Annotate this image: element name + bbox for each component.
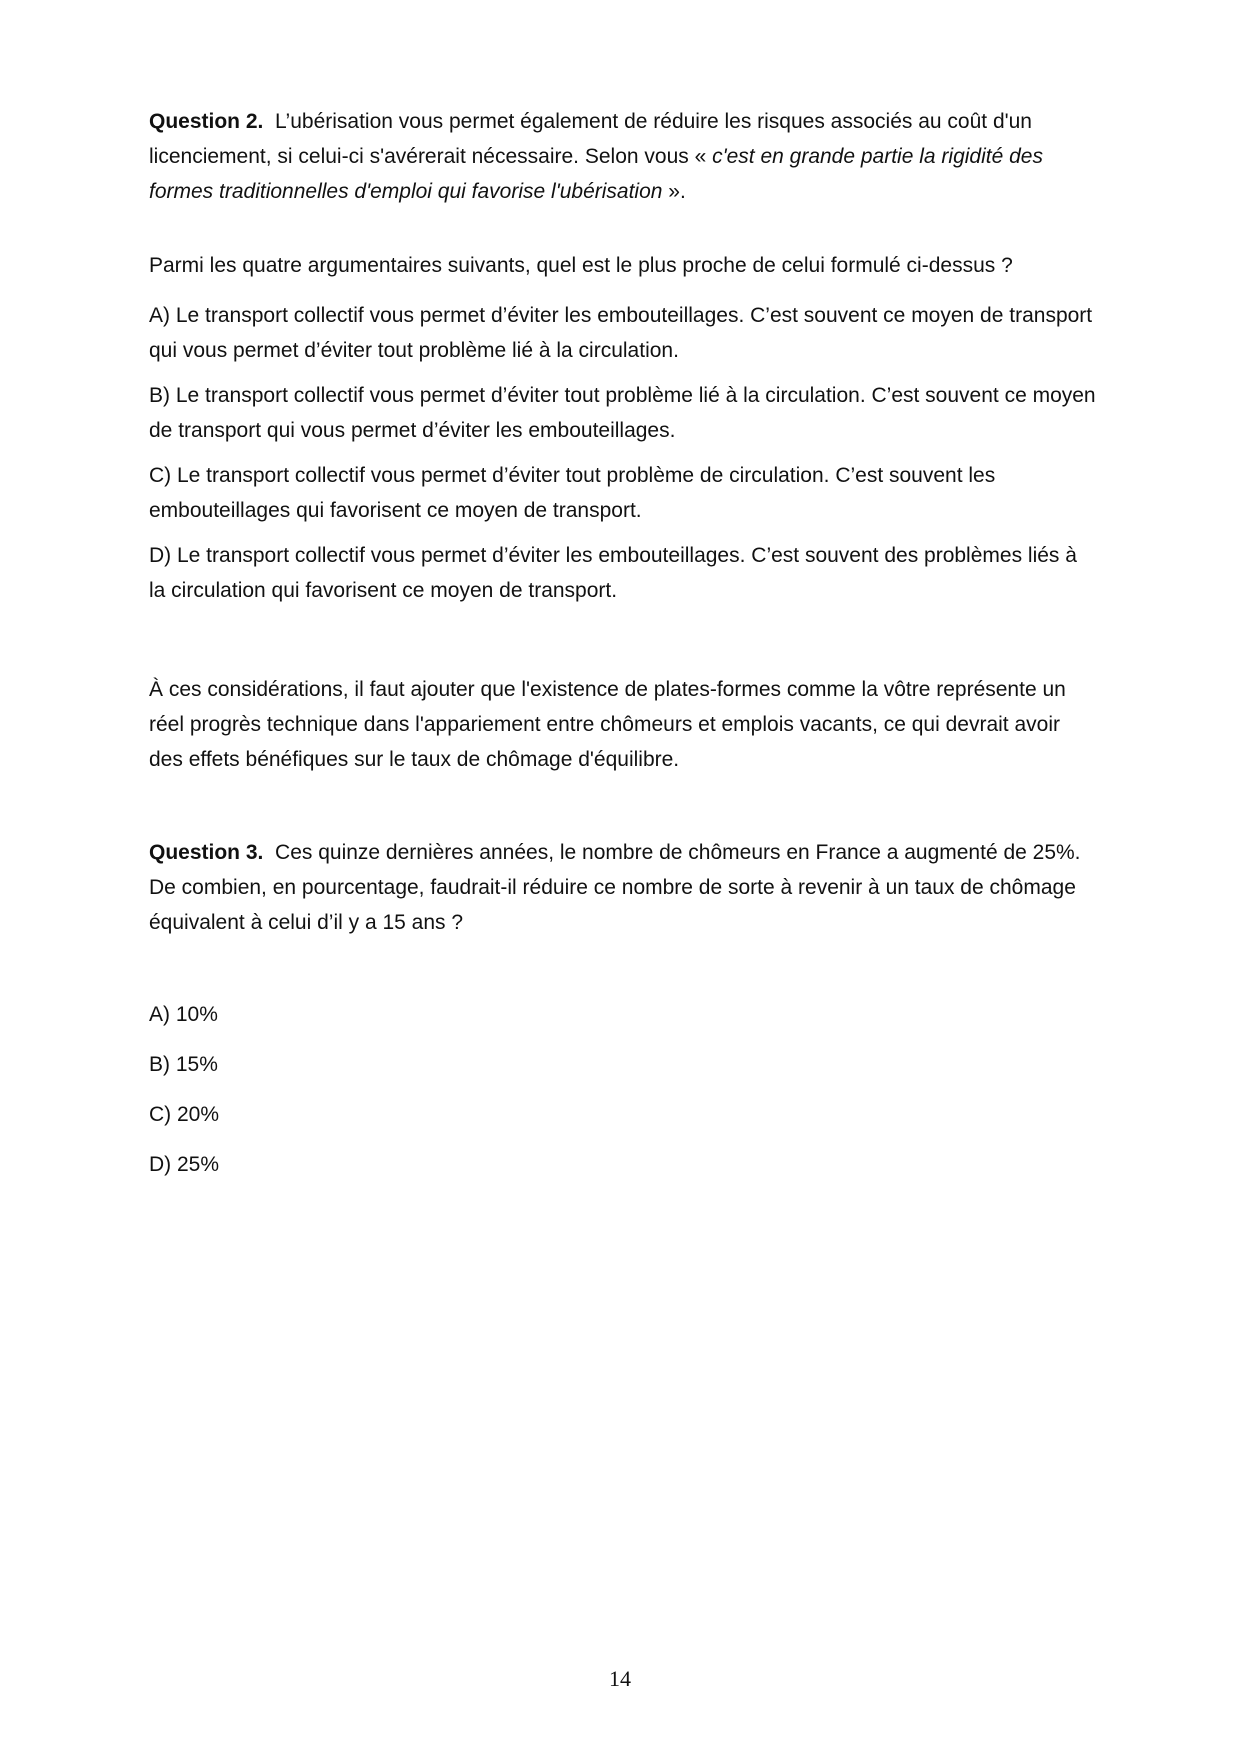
context-paragraph: À ces considérations, il faut ajouter que l'existence de plates-formes comme la vôtre représente un réel progrès technique dans l'appariement entre chômeurs et emplois vacants, ce qui devrait avoir des effets bénéfiques sur le taux de chômage d'équilibre.	[149, 678, 1066, 771]
question-3-text: Ces quinze dernières années, le nombre de chômeurs en France a augmenté de 25%. De combien, en pourcentage, faudrait-il réduire ce nombre de sorte à revenir à un taux de chômage équivalent à celui d’il y a 15 ans ?	[149, 841, 1081, 934]
question-3-option-b: B) 15%	[149, 1053, 218, 1076]
question-3-option-c: C) 20%	[149, 1103, 220, 1126]
question-2-option-b: B) Le transport collectif vous permet d’éviter tout problème lié à la circulation. C’est souvent ce moyen de transport qui vous permet d’éviter les embouteillages.	[149, 384, 1096, 442]
question-3-statement	[149, 835, 1099, 940]
question-2-quote-end: ».	[662, 180, 686, 203]
question-3-option-a: A) 10%	[149, 1003, 218, 1026]
question-2-option-c: C) Le transport collectif vous permet d’éviter tout problème de circulation. C’est souvent les embouteillages qui favorisent ce moyen de transport.	[149, 464, 996, 522]
question-2-option-d: D) Le transport collectif vous permet d’éviter les embouteillages. C’est souvent des problèmes liés à la circulation qui favorisent ce moyen de transport.	[149, 544, 1077, 602]
page-number: 14	[609, 1666, 631, 1691]
question-2-quote: c'est en grande partie la rigidité des formes traditionnelles d'emploi qui favorise l'ubérisation	[149, 145, 1043, 203]
question-2-intro: L’ubérisation vous permet également de réduire les risques associés au coût d'un licenciement, si celui-ci s'avérerait nécessaire. Selon vous «	[149, 110, 1032, 168]
question-3-label: Question 3.	[149, 841, 264, 864]
question-3-option-d: D) 25%	[149, 1153, 220, 1176]
question-2-statement	[149, 104, 1099, 209]
question-2-label: Question 2.	[149, 110, 264, 133]
question-2-prompt: Parmi les quatre argumentaires suivants, quel est le plus proche de celui formulé ci-dessus ?	[149, 254, 1013, 277]
question-2-option-a: A) Le transport collectif vous permet d’éviter les embouteillages. C’est souvent ce moyen de transport qui vous permet d’éviter tout problème lié à la circulation.	[149, 304, 1093, 362]
